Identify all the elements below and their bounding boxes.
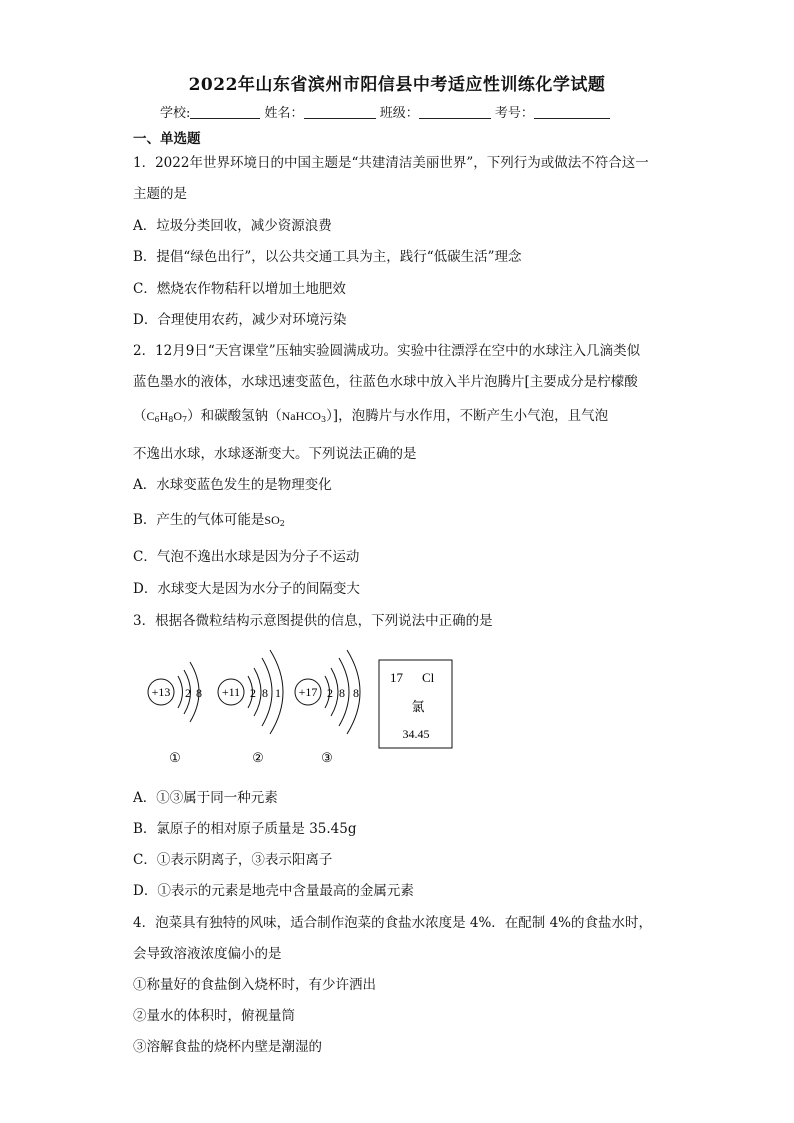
formula-c: C (146, 409, 155, 423)
q2-option-b-text: B．产生的气体可能是 (133, 512, 265, 528)
student-info-row (160, 102, 610, 121)
particle-3-nucleus: +17 (298, 685, 318, 699)
q1-option-a: A．垃圾分类回收，减少资源浪费 (133, 218, 332, 234)
particle-2 (218, 650, 283, 734)
element-symbol: Cl (422, 670, 435, 685)
particle-2-nucleus: +11 (221, 685, 241, 699)
formula-so-sub: 2 (279, 519, 285, 528)
formula-o: O (173, 409, 183, 423)
q3-option-b: B．氯原子的相对原子质量是 35.45g (133, 821, 357, 837)
q2-line1: 2．12月9日“天宫课堂”压轴实验圆满成功。实验中往漂浮在空中的水球注入几滴类似 (133, 343, 641, 359)
formula-nahco-sub: 3 (320, 415, 327, 424)
paren-open: （ (133, 408, 147, 424)
q3-stem: 3．根据各微粒结构示意图提供的信息，下列说法中正确的是 (133, 613, 493, 629)
q2-line3 (133, 404, 608, 424)
school-label: 学校: (160, 106, 191, 121)
particle-1 (148, 662, 202, 722)
q3-option-c: C．①表示阴离子，③表示阳离子 (133, 852, 333, 868)
q4-item2: ②量水的体积时，俯视量筒 (133, 1008, 295, 1024)
q4-item1: ①称量好的食盐倒入烧杯时，有少许洒出 (133, 977, 376, 993)
element-mass: 34.45 (402, 727, 430, 741)
page-title: 2022年山东省滨州市阳信县中考适应性训练化学试题 (188, 75, 606, 95)
q2-line2: 蓝色墨水的液体，水球迅速变蓝色，往蓝色水球中放入半片泡腾片[主要成分是柠檬酸 (133, 374, 638, 390)
particle-3-shell-1: 2 (327, 686, 333, 700)
formula-so: SO (264, 513, 280, 527)
particle-1-nucleus: +13 (151, 685, 171, 699)
number-blank[interactable] (534, 104, 610, 119)
particle-2-shell-1: 2 (250, 686, 256, 700)
q2-option-b (133, 508, 285, 528)
particle-2-shell-3: 1 (275, 686, 281, 700)
class-blank[interactable] (419, 104, 491, 119)
q3-option-a: A．①③属于同一种元素 (133, 790, 278, 806)
particle-3-label: ③ (321, 750, 333, 765)
particle-3 (295, 650, 360, 734)
q1-stem-line2: 主题的是 (133, 186, 187, 202)
q4-line1: 4．泡菜具有独特的风味，适合制作泡菜的食盐水浓度是 4%．在配制 4%的食盐水时， (133, 915, 653, 931)
section-heading: 一、单选题 (133, 131, 201, 147)
q4-line2: 会导致溶液浓度偏小的是 (133, 946, 282, 962)
q1-option-b: B．提倡“绿色出行”，以公共交通工具为主，践行“低碳生活”理念 (133, 249, 522, 265)
q2-line3-mid: ）和碳酸氢钠（ (187, 408, 282, 424)
particle-3-shell-2: 8 (339, 686, 345, 700)
formula-nahco: NaHCO (281, 409, 321, 423)
q2-line4: 不逸出水球，水球逐渐变大。下列说法正确的是 (133, 446, 417, 462)
q1-option-c: C．燃烧农作物秸秆以增加土地肥效 (133, 281, 346, 297)
q1-option-d: D．合理使用农药，减少对环境污染 (133, 312, 347, 328)
name-label: 姓名： (264, 106, 304, 121)
formula-c-sub: 6 (154, 415, 160, 424)
q2-line3-end: ）]，泡腾片与水作用，不断产生小气泡，且气泡 (326, 408, 609, 424)
school-blank[interactable] (190, 104, 260, 119)
particle-1-shell-1: 2 (185, 686, 191, 700)
element-name: 氯 (411, 699, 425, 714)
formula-o-sub: 7 (182, 415, 188, 424)
q3-option-d: D．①表示的元素是地壳中含量最高的金属元素 (133, 883, 414, 899)
number-label: 考号： (494, 106, 534, 121)
q4-item3: ③溶解食盐的烧杯内壁是潮湿的 (133, 1039, 322, 1055)
formula-h-sub: 8 (168, 415, 174, 424)
particle-2-shell-2: 8 (262, 686, 268, 700)
q2-option-a: A．水球变蓝色发生的是物理变化 (133, 477, 332, 493)
particle-structure-diagram (140, 640, 470, 770)
class-label: 班级： (379, 106, 419, 121)
particle-1-shell-2: 8 (196, 686, 202, 700)
name-blank[interactable] (304, 104, 376, 119)
particle-3-shell-3: 8 (353, 686, 359, 700)
element-cell-chlorine (379, 660, 452, 748)
particle-2-label: ② (252, 750, 264, 765)
q1-stem-line1: 1．2022年世界环境日的中国主题是“共建清洁美丽世界”，下列行为或做法不符合这一 (133, 155, 649, 171)
q2-option-c: C．气泡不逸出水球是因为分子不运动 (133, 549, 360, 565)
q2-option-d: D．水球变大是因为水分子的间隔变大 (133, 581, 360, 597)
element-number: 17 (390, 670, 403, 685)
formula-h: H (159, 409, 169, 423)
particle-1-label: ① (169, 750, 181, 765)
